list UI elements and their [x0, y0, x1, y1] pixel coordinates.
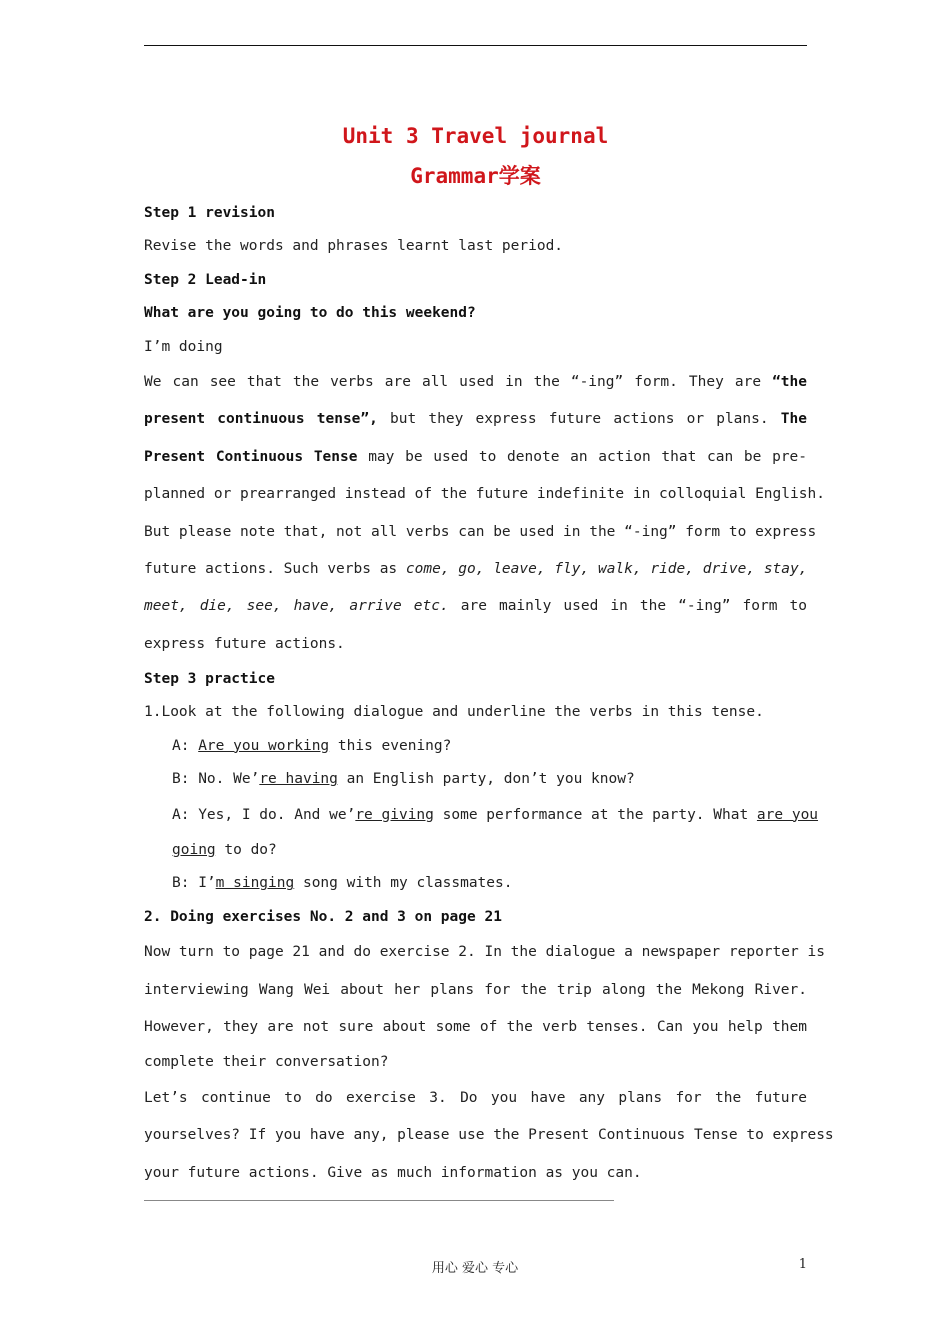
- italic-span: come, go, leave, fly, walk, ride, drive, stay,: [405, 560, 808, 577]
- lead-in-question: What are you going to do this weekend?: [144, 305, 476, 322]
- underlined-verb: m singing: [215, 875, 295, 892]
- text-span: A: Yes, I do. And we’: [172, 806, 356, 823]
- paragraph-line: complete their conversation?: [144, 1054, 389, 1071]
- text-span: B: No. We’: [172, 771, 260, 788]
- paragraph-line: [144, 364, 807, 401]
- dialogue-line: [144, 797, 819, 834]
- italic-span: meet, die, see, have, arrive etc.: [144, 598, 449, 615]
- paragraph-line: [144, 401, 807, 438]
- dialogue-line: [144, 730, 807, 763]
- paragraph-line: planned or prearranged instead of the future indefinite in colloquial English.: [144, 486, 825, 503]
- text-span: this evening?: [329, 737, 452, 754]
- paragraph-line: [144, 588, 807, 625]
- paragraph-line: [144, 439, 807, 476]
- document-title: Unit 3 Travel journal: [342, 124, 609, 148]
- dialogue-line: [144, 834, 807, 867]
- underlined-verb: re having: [259, 771, 338, 788]
- text-span: but they express future actions or plans.: [377, 411, 781, 428]
- step1-heading: Step 1 revision: [144, 205, 275, 221]
- dialogue-line: [144, 763, 807, 796]
- bold-span: “the: [772, 373, 807, 390]
- paragraph-line: Let’s continue to do exercise 3. Do you have any plans for the future: [144, 1089, 807, 1106]
- exercise2-paragraph: [144, 934, 825, 1080]
- underlined-verb: are you: [756, 806, 819, 823]
- header-rule: [144, 45, 807, 46]
- paragraph-line: But please note that, not all verbs can be used in the “-ing” form to express: [144, 523, 817, 540]
- step2-heading: Step 2 Lead-in: [144, 271, 267, 288]
- bold-span: The: [780, 411, 807, 428]
- text-span: B: I’: [172, 875, 216, 892]
- document-subtitle: Grammar学案: [410, 164, 541, 188]
- underlined-verb: re giving: [355, 806, 434, 823]
- underlined-verb: Are you working: [198, 737, 330, 754]
- paragraph-line: yourselves? If you have any, please use the Present Continuous Tense to express: [144, 1127, 834, 1144]
- text-span: future actions. Such verbs as: [144, 560, 406, 577]
- paragraph-line: [144, 551, 807, 588]
- text-span: We can see that the verbs are all used in the “-ing” form. They are: [144, 373, 773, 390]
- exercise3-paragraph: [144, 1080, 834, 1192]
- text-span: song with my classmates.: [294, 875, 513, 892]
- paragraph-line: However, they are not sure about some of the verb tenses. Can you help them: [144, 1018, 807, 1035]
- underlined-verb: going: [172, 842, 216, 859]
- text-span: to do?: [215, 842, 277, 859]
- dialogue-wrap: [144, 797, 819, 834]
- paragraph-line: Now turn to page 21 and do exercise 2. In the dialogue a newspaper reporter is: [144, 944, 825, 961]
- bold-span: present continuous tense”,: [144, 411, 378, 428]
- text-span: an English party, don’t you know?: [337, 771, 635, 788]
- text-span: are mainly used in the “-ing” form to: [448, 598, 807, 615]
- bold-span: Present Continuous Tense: [144, 448, 358, 465]
- paragraph-line: express future actions.: [144, 635, 345, 652]
- text-span: A:: [172, 737, 199, 754]
- step1-text: Revise the words and phrases learnt last period.: [144, 238, 564, 255]
- paragraph-line: your future actions. Give as much information as you can.: [144, 1164, 642, 1181]
- text-span: may be used to denote an action that can be pre-: [357, 448, 808, 465]
- footer-motto: 用心 爱心 专心: [431, 1261, 519, 1276]
- page-number: 1: [798, 1257, 807, 1272]
- document-body: [144, 197, 834, 1192]
- exercise1-instruction: 1.Look at the following dialogue and underline the verbs in this tense.: [144, 704, 764, 721]
- grammar-explanation: [144, 364, 825, 663]
- paragraph-line: interviewing Wang Wei about her plans for the trip along the Mekong River.: [144, 981, 807, 998]
- footer-rule: [144, 1200, 614, 1201]
- dialogue-line: [144, 867, 807, 900]
- step3-heading: Step 3 practice: [144, 671, 275, 688]
- exercise2-heading: 2. Doing exercises No. 2 and 3 on page 21: [144, 908, 502, 925]
- lead-in-answer: I’m doing: [144, 338, 223, 355]
- text-span: some performance at the party. What: [433, 806, 757, 823]
